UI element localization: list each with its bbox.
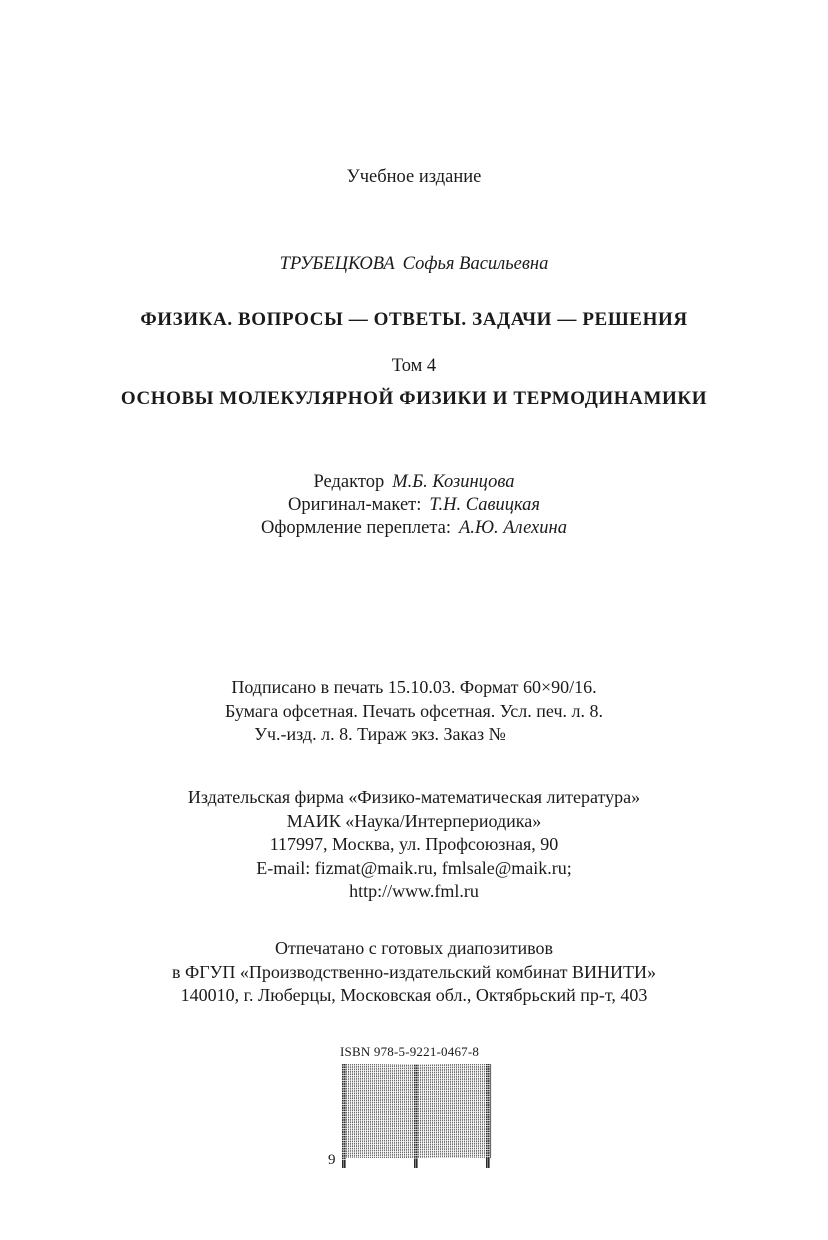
print-info xyxy=(0,676,828,747)
barcode-bar xyxy=(490,1064,491,1158)
credit-role: Оформление переплета: xyxy=(261,518,451,538)
publisher-info xyxy=(0,786,828,904)
publisher-line: Издательская фирма «Физико-математическая литература» xyxy=(187,787,641,807)
volume-number: Том 4 xyxy=(391,356,437,376)
barcode-bar xyxy=(432,1064,433,1158)
publisher-website: http://www.fml.ru xyxy=(349,881,479,901)
printer-line: в ФГУП «Производственно-издательский комбинат ВИНИТИ» xyxy=(172,961,656,982)
barcode-leading-digit: 9 xyxy=(328,1152,336,1168)
printer-line: 140010, г. Люберцы, Московская обл., Октябрьский пр-т, 403 xyxy=(180,985,648,1005)
barcode-bar xyxy=(430,1064,431,1158)
isbn-label: ISBN 978-5-9221-0467-8 xyxy=(340,1044,480,1059)
edition-type: Учебное издание xyxy=(346,167,482,187)
barcode-bar xyxy=(424,1064,425,1158)
publisher-line: МАИК «Наука/Интерпериодика» xyxy=(286,810,542,831)
book-title: ФИЗИКА. ВОПРОСЫ — ОТВЕТЫ. ЗАДАЧИ — РЕШЕНИЯ xyxy=(140,309,688,330)
print-info-line: Уч.-изд. л. 8. Тираж экз. Заказ № xyxy=(254,724,506,744)
volume-title: ОСНОВЫ МОЛЕКУЛЯРНОЙ ФИЗИКИ И ТЕРМОДИНАМИКИ xyxy=(120,388,708,409)
publisher-email: E-mail: fizmat@maik.ru, fmlsale@maik.ru; xyxy=(256,857,572,878)
barcode-bar xyxy=(426,1064,427,1158)
credit-line xyxy=(0,471,828,494)
barcode-guard-bar xyxy=(414,1064,416,1168)
credits xyxy=(0,471,828,540)
credit-name: Т.Н. Савицкая xyxy=(429,495,541,515)
credit-line xyxy=(0,494,828,517)
barcode-bar xyxy=(428,1064,429,1158)
publisher-line: 117997, Москва, ул. Профсоюзная, 90 xyxy=(269,834,559,854)
credit-name: М.Б. Козинцова xyxy=(392,472,515,492)
print-info-line: Бумага офсетная. Печать офсетная. Усл. печ. л. 8. xyxy=(225,700,603,721)
printer-info xyxy=(0,937,828,1008)
credit-role: Оригинал-макет: xyxy=(287,495,422,515)
barcode-guard-bar xyxy=(416,1064,418,1168)
author-surname: ТРУБЕЦКОВА xyxy=(279,254,395,274)
print-info-line: Подписано в печать 15.10.03. Формат 60×90/16. xyxy=(231,677,597,697)
barcode-bar xyxy=(434,1064,435,1158)
author-line xyxy=(0,254,828,275)
barcode-bar xyxy=(436,1064,437,1158)
credit-line xyxy=(0,517,828,540)
barcode-bars xyxy=(342,1063,491,1168)
author-given-names: Софья Васильевна xyxy=(402,254,549,274)
credit-role: Редактор xyxy=(313,472,385,492)
isbn-barcode xyxy=(326,1060,506,1170)
printer-line: Отпечатано с готовых диапозитивов xyxy=(274,938,554,958)
credit-name: А.Ю. Алехина xyxy=(458,518,567,538)
